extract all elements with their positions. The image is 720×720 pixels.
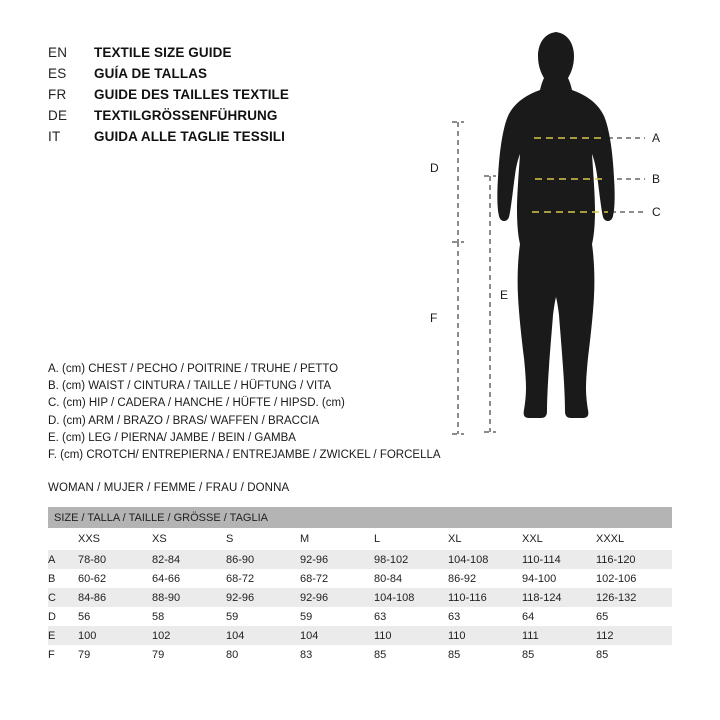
row-value: 68-72	[300, 569, 374, 588]
row-value: 82-84	[152, 550, 226, 569]
marker-label-e: E	[500, 288, 509, 302]
title-row	[48, 129, 428, 150]
title-text: GUÍA DE TALLAS	[94, 66, 208, 81]
row-label: F	[48, 645, 78, 664]
row-label: C	[48, 588, 78, 607]
marker-label-b: B	[652, 172, 661, 186]
row-value: 80-84	[374, 569, 448, 588]
size-column-header: XXL	[522, 528, 596, 550]
title-lang-code: FR	[48, 87, 67, 102]
size-column-header: L	[374, 528, 448, 550]
audience-label: WOMAN / MUJER / FEMME / FRAU / DONNA	[48, 482, 290, 494]
row-value: 60-62	[78, 569, 152, 588]
legend-line: E. (cm) LEG / PIERNA/ JAMBE / BEIN / GAMBA	[48, 431, 296, 444]
row-value: 110-114	[522, 550, 596, 569]
body-figure-diagram	[430, 24, 686, 454]
size-column-header: XXS	[78, 528, 152, 550]
legend-line: A. (cm) CHEST / PECHO / POITRINE / TRUHE / PETTO	[48, 363, 339, 375]
size-column-header: XS	[152, 528, 226, 550]
marker-label-a: A	[652, 131, 661, 145]
row-value: 80	[226, 645, 300, 664]
title-text: GUIDA ALLE TAGLIE TESSILI	[94, 129, 285, 144]
row-value: 85	[596, 645, 672, 664]
size-column-header: XXXL	[596, 528, 672, 550]
row-value: 92-96	[300, 588, 374, 607]
row-value: 116-120	[596, 550, 672, 569]
row-value: 78-80	[78, 550, 152, 569]
marker-label-f: F	[430, 311, 438, 325]
size-table	[48, 507, 672, 664]
row-value: 88-90	[152, 588, 226, 607]
table-header-row	[48, 507, 672, 528]
row-label: A	[48, 550, 78, 569]
row-value: 110-116	[448, 588, 522, 607]
row-value: 98-102	[374, 550, 448, 569]
row-value: 79	[78, 645, 152, 664]
row-value: 85	[374, 645, 448, 664]
measure-bracket-f	[452, 242, 464, 434]
row-value: 84-86	[78, 588, 152, 607]
row-value: 59	[226, 607, 300, 626]
title-lang-code: EN	[48, 45, 68, 60]
row-value: 112	[596, 626, 672, 645]
size-column-header: S	[226, 528, 300, 550]
row-value: 94-100	[522, 569, 596, 588]
size-column-header: M	[300, 528, 374, 550]
row-value: 102	[152, 626, 226, 645]
row-value: 63	[374, 607, 448, 626]
title-row	[48, 66, 428, 87]
title-lang-code: DE	[48, 108, 68, 123]
measure-bracket-d	[452, 122, 464, 242]
row-value: 86-92	[448, 569, 522, 588]
table-size-header-row	[48, 528, 672, 550]
row-label: D	[48, 607, 78, 626]
row-value: 58	[152, 607, 226, 626]
legend-line: C. (cm) HIP / CADERA / HANCHE / HÜFTE / HIPSD. (cm)	[48, 397, 345, 410]
table-row	[48, 550, 672, 569]
row-value: 59	[300, 607, 374, 626]
legend-line: F. (cm) CROTCH/ ENTREPIERNA / ENTREJAMBE / ZWICKEL / FORCELLA	[48, 449, 441, 462]
title-row	[48, 87, 428, 108]
row-value: 110	[448, 626, 522, 645]
title-text: GUIDE DES TAILLES TEXTILE	[94, 87, 290, 102]
legend-line: D. (cm) ARM / BRAZO / BRAS/ WAFFEN / BRACCIA	[48, 414, 320, 427]
title-row	[48, 45, 428, 66]
title-lang-code: ES	[48, 66, 67, 81]
row-value: 64-66	[152, 569, 226, 588]
title-text: TEXTILE SIZE GUIDE	[94, 45, 232, 60]
row-value: 92-96	[226, 588, 300, 607]
row-value: 104-108	[448, 550, 522, 569]
row-value: 102-106	[596, 569, 672, 588]
title-block	[48, 45, 428, 150]
row-value: 63	[448, 607, 522, 626]
row-label: B	[48, 569, 78, 588]
row-value: 118-124	[522, 588, 596, 607]
row-value: 85	[448, 645, 522, 664]
title-row	[48, 108, 428, 129]
row-value: 100	[78, 626, 152, 645]
title-lang-code: IT	[48, 129, 61, 144]
table-row	[48, 607, 672, 626]
legend-line: B. (cm) WAIST / CINTURA / TAILLE / HÜFTUNG / VITA	[48, 380, 332, 393]
table-header-label: SIZE / TALLA / TAILLE / GRÖSSE / TAGLIA	[48, 507, 672, 528]
row-value: 65	[596, 607, 672, 626]
row-value: 92-96	[300, 550, 374, 569]
table-row	[48, 645, 672, 664]
table-row	[48, 588, 672, 607]
size-header-blank	[48, 528, 78, 550]
row-value: 64	[522, 607, 596, 626]
marker-label-c: C	[652, 205, 661, 219]
marker-label-d: D	[430, 161, 439, 175]
row-value: 126-132	[596, 588, 672, 607]
row-value: 85	[522, 645, 596, 664]
title-text: TEXTILGRÖSSENFÜHRUNG	[94, 108, 278, 123]
table-row	[48, 569, 672, 588]
measure-bracket-e	[484, 176, 496, 432]
row-value: 110	[374, 626, 448, 645]
table-row	[48, 626, 672, 645]
row-value: 104	[300, 626, 374, 645]
row-label: E	[48, 626, 78, 645]
size-column-header: XL	[448, 528, 522, 550]
row-value: 104-108	[374, 588, 448, 607]
row-value: 68-72	[226, 569, 300, 588]
female-silhouette-icon	[497, 32, 614, 418]
row-value: 83	[300, 645, 374, 664]
row-value: 104	[226, 626, 300, 645]
measurement-legend	[48, 361, 478, 464]
row-value: 56	[78, 607, 152, 626]
row-value: 86-90	[226, 550, 300, 569]
row-value: 111	[522, 626, 596, 645]
row-value: 79	[152, 645, 226, 664]
size-table-container	[48, 507, 672, 664]
